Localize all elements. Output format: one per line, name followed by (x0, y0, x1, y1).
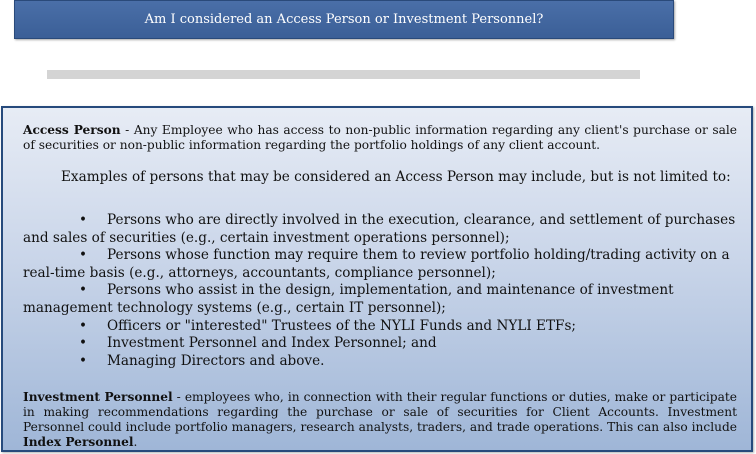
bullet-icon: • (79, 282, 88, 299)
bullet-icon: • (79, 247, 88, 264)
index-personnel-term: Index Personnel (23, 435, 134, 450)
list-item: • Persons whose function may require them to review portfolio holding/trading activity on a real-time basis (e.g., attorneys, accountants, compliance personnel); (23, 247, 730, 281)
bullet-icon: • (79, 317, 88, 334)
investment-personnel-definition (23, 390, 737, 450)
bullet-icon: • (79, 352, 88, 369)
bullet-icon: • (79, 212, 88, 228)
list-item: • Persons who assist in the design, implementation, and maintenance of investment management technology systems (e.g., certain IT personnel); (23, 282, 674, 316)
page-title-banner (14, 0, 674, 39)
definitions-content (23, 123, 737, 450)
investment-personnel-text: - employees who, in connection with their regular functions or duties, make or participate in making recommendations regarding the purchase or sale of securities for Client Accounts. Investment Personnel could include portfolio managers, research analysts, traders, and trade operations. This can also include (23, 390, 737, 435)
page-title: Am I considered an Access Person or Investment Personnel? (144, 12, 544, 27)
horizontal-scrollbar[interactable] (47, 70, 640, 79)
list-item: • Persons who are directly involved in the execution, clearance, and settlement of purchases and sales of securities (e.g., certain investment operations personnel); (23, 212, 736, 246)
access-person-term: Access Person (23, 123, 121, 137)
access-person-text: - Any Employee who has access to non-public information regarding any client's purchase or sale of securities or non-public information regarding the portfolio holdings of any client account. (23, 123, 737, 152)
list-item: • Managing Directors and above. (23, 353, 737, 371)
access-person-definition (23, 123, 737, 153)
examples-intro: Examples of persons that may be considered an Access Person may include, but is not limited to: (61, 169, 731, 185)
definition-end: . (133, 435, 138, 450)
definitions-panel (1, 106, 753, 452)
list-item: • Officers or "interested" Trustees of the NYLI Funds and NYLI ETFs; (23, 318, 737, 336)
examples-list (23, 212, 737, 370)
investment-personnel-term: Investment Personnel (23, 390, 173, 405)
list-item: • Investment Personnel and Index Personnel; and (23, 335, 737, 353)
bullet-icon: • (79, 335, 88, 352)
